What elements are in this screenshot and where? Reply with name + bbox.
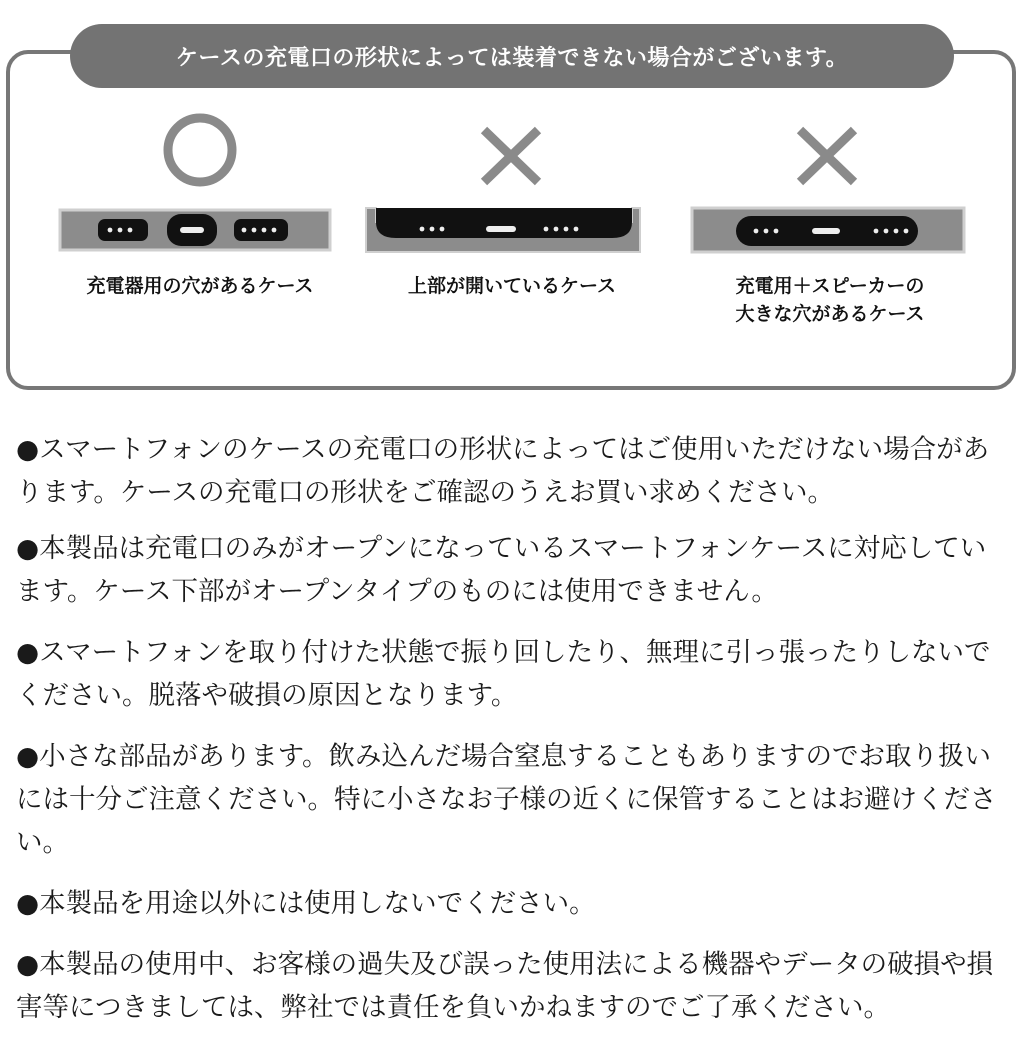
case-open-top bbox=[362, 110, 662, 300]
case-large-hole-illustration bbox=[680, 110, 980, 260]
case-caption-line: 充電用＋スピーカーの bbox=[735, 275, 925, 297]
cross-icon bbox=[800, 130, 854, 182]
warning-banner: ケースの充電口の形状によっては装着できない場合がございます。 bbox=[70, 24, 954, 88]
case-caption bbox=[680, 272, 980, 328]
cross-icon bbox=[484, 130, 538, 182]
note-item: ●本製品は充電口のみがオープンになっているスマートフォンケースに対応しています。ケース下部がオープンタイプのものには使用できません。 bbox=[16, 533, 987, 607]
note-item: ●スマートフォンのケースの充電口の形状によってはご使用いただけない場合があります。ケースの充電口の形状をご確認のうえお買い求めください。 bbox=[16, 434, 990, 508]
case-charger-hole-illustration bbox=[50, 110, 350, 260]
note-item: ●本製品の使用中、お客様の過失及び誤った使用法による機器やデータの破損や損害等につきましては、弊社では責任を負いかねますのでご了承ください。 bbox=[16, 949, 994, 1023]
note-item: ●スマートフォンを取り付けた状態で振り回したり、無理に引っ張ったりしないでください。脱落や破損の原因となります。 bbox=[16, 637, 991, 711]
note-item: ●本製品を用途以外には使用しないでください。 bbox=[16, 888, 596, 919]
notes-list bbox=[16, 428, 1011, 1047]
case-charger-hole bbox=[50, 110, 350, 300]
case-open-top-illustration bbox=[362, 110, 662, 260]
case-large-hole bbox=[680, 110, 980, 328]
case-caption-line: 大きな穴があるケース bbox=[735, 303, 925, 325]
case-caption: 上部が開いているケース bbox=[407, 275, 617, 297]
case-caption: 充電器用の穴があるケース bbox=[86, 275, 314, 297]
note-item: ●小さな部品があります。飲み込んだ場合窒息することもありますのでお取り扱いには十分ご注意ください。特に小さなお子様の近くに保管することはお避けください。 bbox=[16, 741, 997, 858]
circle-icon bbox=[168, 118, 232, 182]
